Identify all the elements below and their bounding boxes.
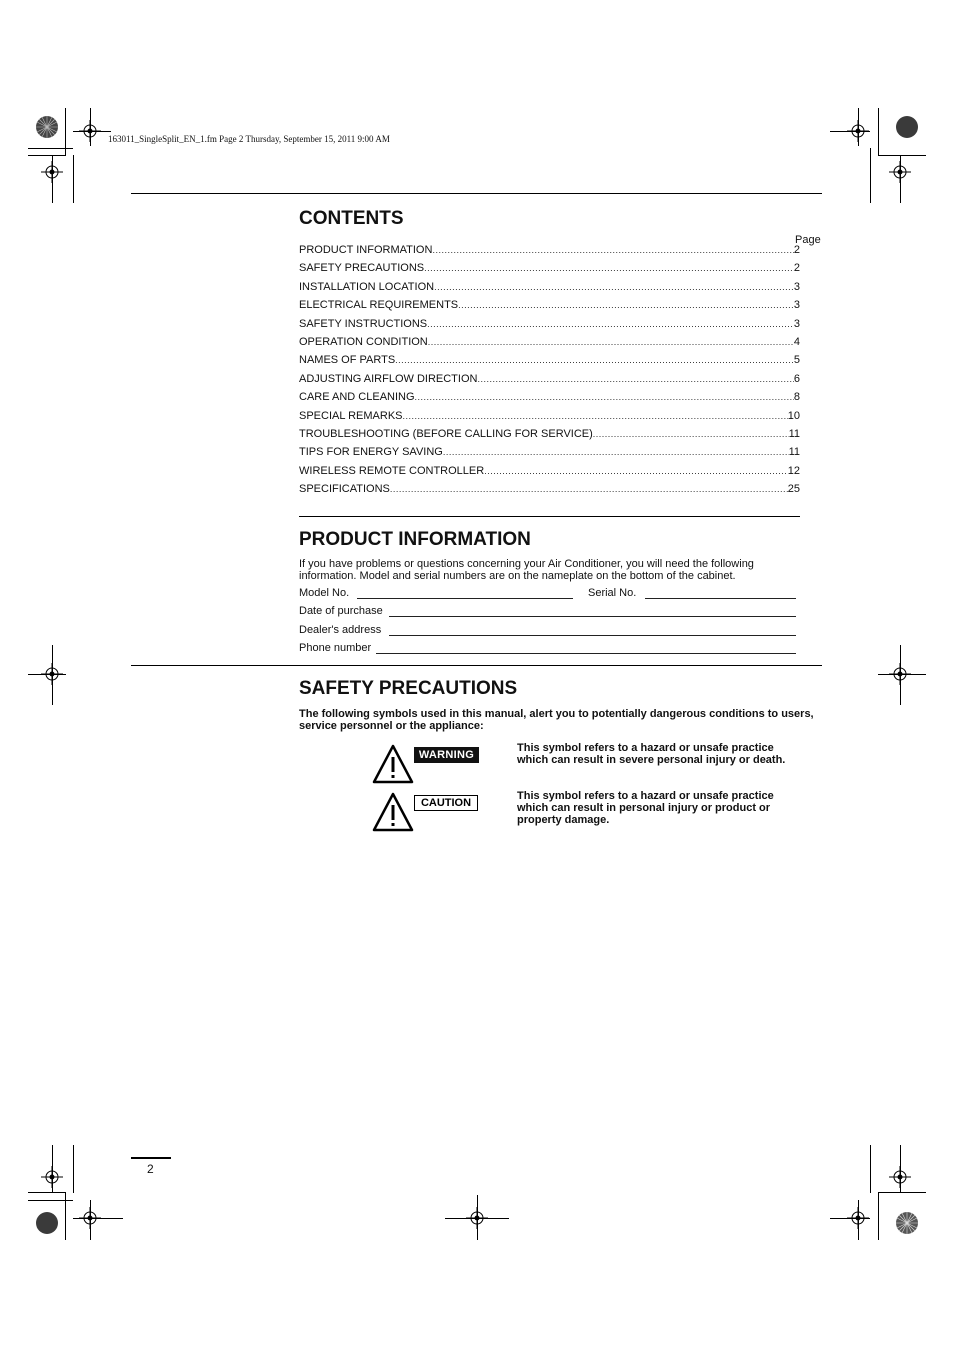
print-star-target-icon: [35, 115, 59, 139]
toc-leader-dots: [415, 392, 794, 402]
date-label: Date of purchase: [299, 605, 383, 617]
toc-entry-page: 6: [793, 372, 800, 385]
toc-entry-page: 10: [787, 409, 800, 422]
toc-leader-dots: [428, 337, 794, 347]
toc-entry-page: 25: [787, 483, 800, 496]
toc-leader-dots: [427, 319, 794, 329]
caution-badge: CAUTION: [414, 795, 478, 811]
warning-badge: WARNING: [414, 747, 479, 763]
caution-description: This symbol refers to a hazard or unsafe practice which can result in personal injury or product or property damage.: [517, 790, 774, 826]
toc-entry-label: ELECTRICAL REQUIREMENTS: [299, 299, 459, 312]
toc-entry[interactable]: [299, 446, 800, 460]
toc-entry-label: NAMES OF PARTS: [299, 354, 396, 367]
toc-leader-dots: [403, 411, 788, 421]
toc-entry[interactable]: [299, 391, 800, 405]
toc-entry[interactable]: [299, 373, 800, 387]
toc-entry-page: 3: [793, 317, 800, 330]
phone-number-field[interactable]: [376, 653, 796, 654]
print-header: 163011_SingleSplit_EN_1.fm Page 2 Thursday, September 15, 2011 9:00 AM: [108, 134, 390, 144]
toc-entry[interactable]: [299, 410, 800, 424]
toc-entry[interactable]: [299, 262, 800, 276]
print-star-target-icon: [895, 1211, 919, 1235]
toc-entry-label: PRODUCT INFORMATION: [299, 244, 433, 256]
toc-entry-label: TROUBLESHOOTING (BEFORE CALLING FOR SERVICE): [299, 428, 593, 440]
toc-entry-page: 11: [788, 446, 800, 459]
product-info-title: PRODUCT INFORMATION: [299, 529, 531, 550]
toc-entry-label: ADJUSTING AIRFLOW DIRECTION: [299, 372, 478, 385]
toc-leader-dots: [432, 245, 793, 255]
model-label: Model No.: [299, 587, 350, 599]
safety-title: SAFETY PRECAUTIONS: [299, 678, 518, 699]
toc-entry-page: 3: [793, 280, 800, 293]
toc-leader-dots: [593, 429, 789, 439]
model-number-field[interactable]: [357, 598, 573, 599]
toc-entry-page: 5: [793, 354, 800, 367]
print-color-disc-icon: [895, 115, 919, 139]
contents-title: CONTENTS: [299, 208, 404, 229]
toc-entry-page: 11: [788, 428, 800, 440]
dealer-address-field[interactable]: [389, 635, 796, 636]
toc-entry-page: 2: [793, 262, 800, 275]
dealer-label: Dealer's address: [299, 624, 382, 636]
toc-entry-label: CARE AND CLEANING: [299, 391, 415, 404]
toc-entry-page: 8: [793, 391, 800, 404]
toc-leader-dots: [477, 374, 793, 384]
toc-entry-label: SPECIAL REMARKS: [299, 409, 403, 422]
section-rule: [131, 665, 822, 666]
toc-entry[interactable]: [299, 354, 800, 368]
caution-triangle-icon: [372, 792, 414, 832]
toc-leader-dots: [424, 263, 794, 273]
toc-leader-dots: [434, 282, 794, 292]
toc-entry-label: OPERATION CONDITION: [299, 336, 428, 348]
serial-label: Serial No.: [588, 587, 637, 599]
product-info-intro: If you have problems or questions concerning your Air Conditioner, you will need the following information. Model and serial numbers are on the nameplate on the bottom of the cabinet.: [299, 558, 754, 582]
toc-entry-label: SAFETY PRECAUTIONS: [299, 262, 425, 275]
toc-entry-label: SAFETY INSTRUCTIONS: [299, 317, 428, 330]
toc-leader-dots: [443, 447, 789, 457]
print-color-disc-icon: [35, 1211, 59, 1235]
toc-entry[interactable]: [299, 483, 800, 497]
toc-entry[interactable]: [299, 244, 800, 258]
toc-entry[interactable]: [299, 318, 800, 332]
toc-entry[interactable]: [299, 465, 800, 479]
toc-leader-dots: [484, 466, 788, 476]
toc-entry[interactable]: [299, 428, 800, 442]
toc-entry-label: TIPS FOR ENERGY SAVING: [299, 446, 443, 459]
page-number: 2: [147, 1162, 154, 1176]
safety-intro: The following symbols used in this manual, alert you to potentially dangerous conditions to users, service personnel or the appliance:: [299, 708, 814, 732]
toc-entry-label: WIRELESS REMOTE CONTROLLER: [299, 464, 485, 477]
phone-label: Phone number: [299, 642, 372, 654]
date-of-purchase-field[interactable]: [389, 616, 796, 617]
page-column-label: Page: [795, 234, 821, 246]
top-rule: [131, 193, 822, 194]
toc-leader-dots: [390, 484, 788, 494]
footer-rule: [131, 1157, 171, 1159]
toc-entry-page: 4: [793, 336, 800, 348]
serial-number-field[interactable]: [645, 598, 796, 599]
toc-entry[interactable]: [299, 299, 800, 313]
toc-leader-dots: [395, 355, 794, 365]
section-rule: [299, 516, 800, 517]
toc-entry-label: SPECIFICATIONS: [299, 483, 390, 496]
toc-entry-page: 12: [787, 464, 800, 477]
warning-description: This symbol refers to a hazard or unsafe practice which can result in severe personal injury or death.: [517, 742, 786, 766]
toc-entry[interactable]: [299, 281, 800, 295]
toc-entry-label: INSTALLATION LOCATION: [299, 280, 435, 293]
toc-leader-dots: [458, 300, 794, 310]
toc-entry-page: 3: [793, 299, 800, 312]
toc-entry[interactable]: [299, 336, 800, 350]
toc-entry-page: 2: [793, 244, 800, 256]
warning-triangle-icon: [372, 744, 414, 784]
